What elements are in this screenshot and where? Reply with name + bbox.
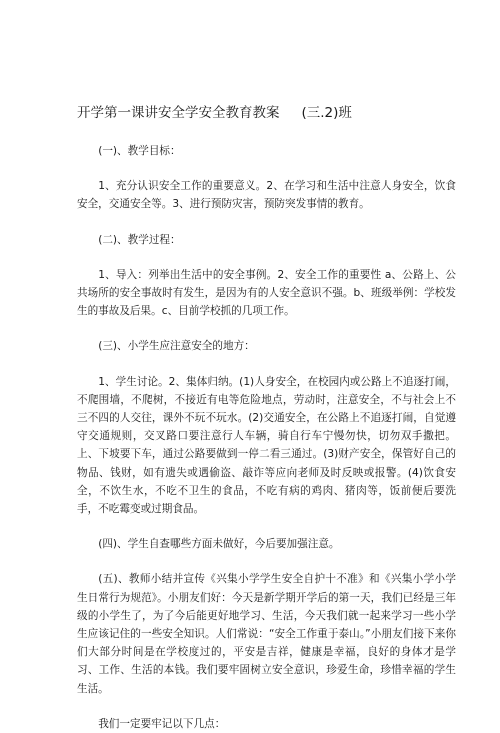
section-heading-process: (二)、教学过程：: [98, 233, 181, 246]
document-title: [77, 104, 456, 122]
class-tag: (三.2)班: [301, 105, 352, 121]
paragraph-remember: 我们一定要牢记以下几点：: [98, 717, 226, 730]
section-heading-objectives: (一)、教学目标：: [98, 145, 181, 157]
title-text: 开学第一课讲安全学安全教育教案: [77, 105, 280, 121]
section-heading-safety-places: (三)、小学生应注意安全的地方：: [98, 340, 255, 353]
paragraph-process: 1、导入：列举出生活中的安全事例。2、安全工作的重要性 a、公路上、公共场所的安全事故时有发生，是因为有的人安全意识不强。b、班级举例：学校发生的事故及后果。c、目前学校抓的几项工作。: [77, 268, 456, 318]
paragraph-summary: (五)、教师小结并宣传《兴集小学学生安全自护十不准》和《兴集小学小学生日常行为规范》。小朋友们好：今天是新学期开学后的第一天，我们已经是三年级的小学生了，为了今后能更好地学习、生活，今天我们就一起来学习一些小学生应该记住的一些安全知识。人们常说：“安全工作重于泰山。”小朋友们接下来你们大部分时间是在学校度过的，平安是吉祥，健康是幸福，良好的身体才是学习、工作、生活的本钱。我们要牢固树立安全意识，珍爱生命，珍惜幸福的学生生活。: [77, 573, 456, 695]
paragraph-safety-places: 1、学生讨论。2、集体归纳。(1)人身安全，在校园内或公路上不追逐打闹，不爬围墙，不爬树，不接近有电等危险地点，劳动时，注意安全，不与社会上不三不四的人交往，课外不玩不玩水。(2)交通安全，在公路上不追逐打闹，自觉遵守交通规则，交叉路口要注意行人车辆，骑自行车宁慢勿快，切勿双手撒把。上、下坡要下车，通过公路要做到一停二看三通过。(3)财产安全，保管好自己的物品、钱财，如有遗失或遇偷盗、敲诈等应向老师及时反映或报警。(4)饮食安全，不饮生水，不吃不卫生的食品，不吃有病的鸡肉、猪肉等，饭前便后要洗手，不吃霉变或过期食品。: [77, 375, 456, 516]
section-heading-self-check: (四)、学生自查哪些方面未做好，今后要加强注意。: [98, 538, 340, 551]
paragraph-objectives: 1、充分认识安全工作的重要意义。2、在学习和生活中注意人身安全，饮食安全，交通安全等。3、进行预防灾害，预防突发事情的教育。: [77, 180, 456, 211]
